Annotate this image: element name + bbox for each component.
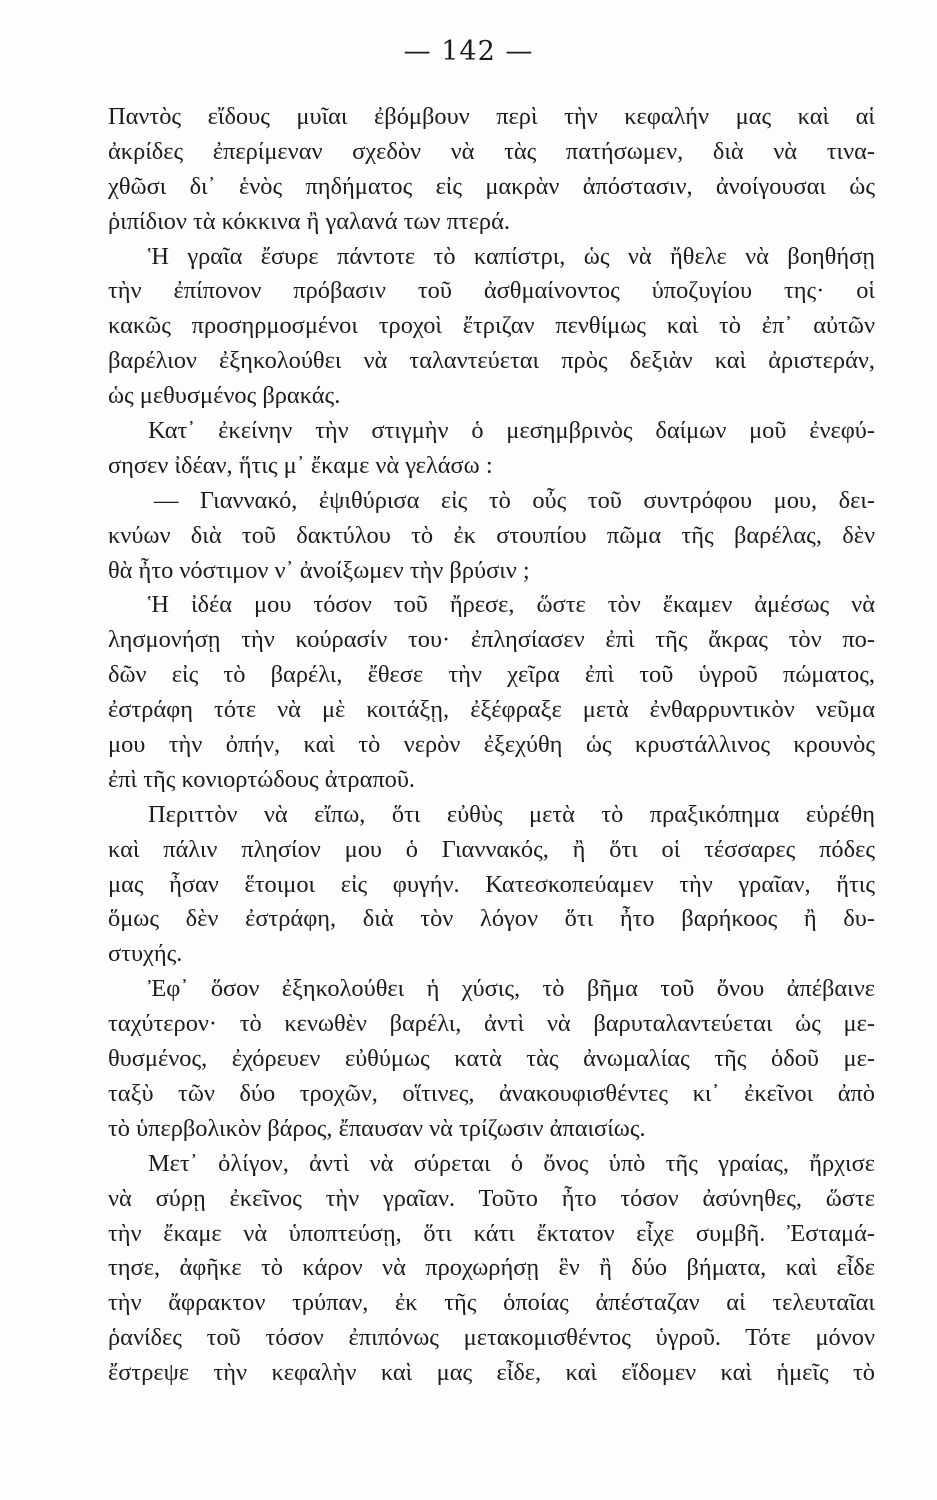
- text-line: Μετ᾿ ὀλίγον, ἀντὶ νὰ σύρεται ὁ ὄνος ὑπὸ τῆς γραίας, ἤρχισε: [148, 1149, 875, 1177]
- paragraph: [108, 100, 875, 240]
- text-line: Ἐφ᾿ ὅσον ἐξηκολούθει ἡ χύσις, τὸ βῆμα τοῦ ὄνου ἀπέβαινε: [148, 975, 875, 1003]
- text-line: ἔστρεψε τὴν κεφαλὴν καὶ μας εἶδε, καὶ εἴδομεν καὶ ἡμεῖς τὸ: [108, 1359, 875, 1387]
- text-line: ταξὺ τῶν δύο τροχῶν, οἵτινες, ἀνακουφισθέντες κι᾿ ἐκεῖνοι ἀπὸ: [108, 1079, 875, 1107]
- paragraph: [108, 798, 875, 972]
- text-line: Ἡ ἰδέα μου τόσον τοῦ ἤρεσε, ὥστε τὸν ἔκαμεν ἀμέσως νὰ: [148, 591, 875, 619]
- text-line: τὴν ἄφρακτον τρύπαν, ἐκ τῆς ὁποίας ἀπέσταζαν αἱ τελευταῖαι: [108, 1289, 875, 1317]
- text-line: τησε, ἀφῆκε τὸ κάρον νὰ προχωρήσῃ ἓν ἢ δύο βήματα, καὶ εἶδε: [108, 1254, 875, 1282]
- text-line: νὰ σύρῃ ἐκεῖνος τὴν γραῖαν. Τοῦτο ἦτο τόσον ἀσύνηθες, ὥστε: [108, 1184, 875, 1212]
- text-line: Παντὸς εἴδους μυῖαι ἐβόμβουν περὶ τὴν κεφαλήν μας καὶ αἱ: [108, 103, 875, 130]
- text-line: θυσμένος, ἐχόρευεν εὐθύμως κατὰ τὰς ἀνωμαλίας τῆς ὁδοῦ με-: [108, 1045, 875, 1073]
- paragraph: [108, 414, 875, 484]
- text-line: ταχύτερον· τὸ κενωθὲν βαρέλι, ἀντὶ νὰ βαρυταλαντεύεται ὡς με-: [108, 1010, 875, 1038]
- paragraph: [108, 588, 875, 797]
- text-line: τὴν ἐπίπονον πρόβασιν τοῦ ἀσθμαίνοντος ὑποζυγίου της· οἱ: [108, 277, 875, 305]
- text-line: ἐπὶ τῆς κονιορτώδους ἀτραποῦ.: [108, 765, 416, 793]
- text-line: ὅμως δὲν ἐστράφη, διὰ τὸν λόγον ὅτι ἦτο βαρήκοος ἢ δυ-: [108, 905, 875, 933]
- paragraph: [108, 1147, 875, 1391]
- text-line: τὴν ἔκαμε νὰ ὑποπτεύσῃ, ὅτι κάτι ἔκτατον εἶχε συμβῆ. Ἐσταμά-: [108, 1219, 875, 1247]
- page-text: [108, 100, 875, 1391]
- text-line: ἀκρίδες ἐπερίμεναν σχεδὸν νὰ τὰς πατήσωμεν, διὰ νὰ τινα-: [108, 137, 875, 165]
- text-line: βαρέλιον ἐξηκολούθει νὰ ταλαντεύεται πρὸς δεξιὰν καὶ ἀριστεράν,: [108, 347, 875, 375]
- text-line: Περιττὸν νὰ εἴπω, ὅτι εὐθὺς μετὰ τὸ πραξικόπημα εὑρέθη: [148, 800, 875, 828]
- text-line: στυχής.: [108, 940, 183, 968]
- page-number: — 142 —: [403, 36, 534, 67]
- text-line: — Γιαννακό, ἐψιθύρισα εἰς τὸ οὖς τοῦ συντρόφου μου, δει-: [154, 486, 875, 514]
- text-line: κακῶς προσηρμοσμένοι τροχοὶ ἔτριζαν πενθίμως καὶ τὸ ἐπ᾿ αὐτῶν: [108, 312, 875, 340]
- paragraph: [108, 972, 875, 1146]
- text-line: Ἡ γραῖα ἔσυρε πάντοτε τὸ καπίστρι, ὡς νὰ ἤθελε νὰ βοηθήσῃ: [148, 242, 875, 270]
- text-line: ῥανίδες τοῦ τόσον ἐπιπόνως μετακομισθέντος ὑγροῦ. Τότε μόνον: [108, 1324, 875, 1352]
- text-line: λησμονήσῃ τὴν κούρασίν του· ἐπλησίασεν ἐπὶ τῆς ἄκρας τὸν πο-: [108, 626, 875, 654]
- text-line: θὰ ἦτο νόστιμον ν᾿ ἀνοίξωμεν τὴν βρύσιν ;: [108, 556, 530, 584]
- text-line: σησεν ἰδέαν, ἥτις μ᾿ ἔκαμε νὰ γελάσω :: [108, 451, 493, 479]
- text-line: δῶν εἰς τὸ βαρέλι, ἔθεσε τὴν χεῖρα ἐπὶ τοῦ ὑγροῦ πώματος,: [108, 661, 875, 689]
- text-line: ἐστράφη τότε νὰ μὲ κοιτάξῃ, ἐξέφραξε μετὰ ἐνθαρρυντικὸν νεῦμα: [108, 696, 875, 724]
- text-line: Κατ᾿ ἐκείνην τὴν στιγμὴν ὁ μεσημβρινὸς δαίμων μοῦ ἐνεφύ-: [148, 417, 875, 445]
- text-line: ὡς μεθυσμένος βρακάς.: [108, 382, 341, 410]
- text-line: μας ἦσαν ἕτοιμοι εἰς φυγήν. Κατεσκοπεύαμεν τὴν γραῖαν, ἥτις: [108, 870, 875, 898]
- text-line: ῥιπίδιον τὰ κόκκινα ἢ γαλανά των πτερά.: [108, 207, 510, 235]
- text-line: μου τὴν ὀπήν, καὶ τὸ νερὸν ἐξεχύθη ὡς κρυστάλλινος κρουνὸς: [108, 731, 875, 759]
- text-line: καὶ πάλιν πλησίον μου ὁ Γιαννακός, ἢ ὅτι οἱ τέσσαρες πόδες: [108, 835, 875, 863]
- text-line: χθῶσι δι᾿ ἑνὸς πηδήματος εἰς μακρὰν ἀπόστασιν, ἀνοίγουσαι ὡς: [108, 172, 875, 200]
- text-line: τὸ ὑπερβολικὸν βάρος, ἔπαυσαν νὰ τρίζωσιν ἀπαισίως.: [108, 1114, 646, 1142]
- paragraph: [108, 484, 875, 589]
- paragraph: [108, 240, 875, 414]
- text-line: κνύων διὰ τοῦ δακτύλου τὸ ἐκ στουπίου πῶμα τῆς βαρέλας, δὲν: [108, 521, 875, 549]
